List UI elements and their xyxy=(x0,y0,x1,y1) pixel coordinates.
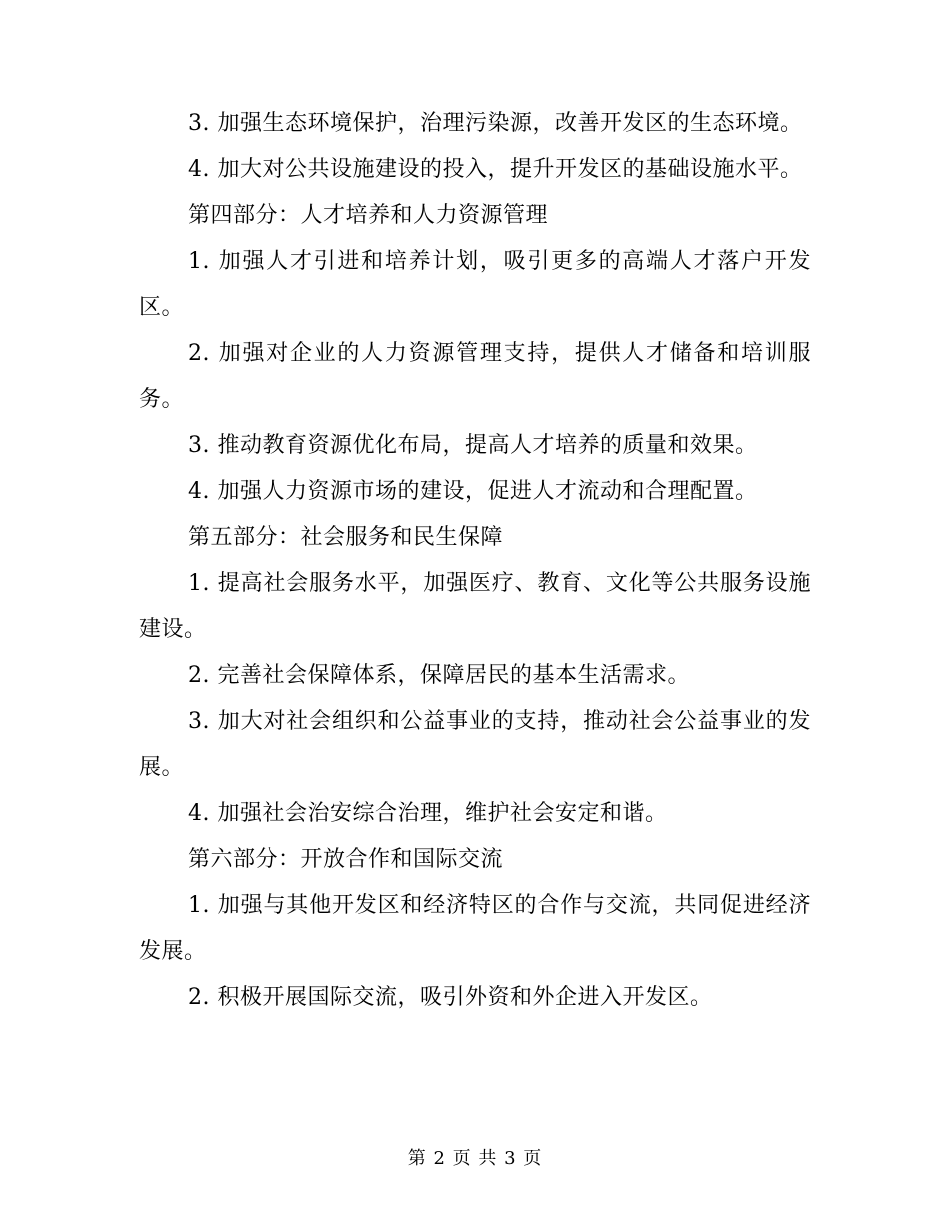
section-heading: 第四部分：人才培养和人力资源管理 xyxy=(188,203,549,228)
paragraph: 1. 加强人才引进和培养计划，吸引更多的高端人才落户开发区。 xyxy=(139,249,811,320)
paragraph: 4. 加强社会治安综合治理，维护社会安定和谐。 xyxy=(188,801,668,826)
paragraph: 4. 加大对公共设施建设的投入，提升开发区的基础设施水平。 xyxy=(188,157,803,182)
page-footer xyxy=(0,1147,950,1171)
paragraph: 3. 加大对社会组织和公益事业的支持，推动社会公益事业的发展。 xyxy=(139,709,811,780)
section-heading: 第六部分：开放合作和国际交流 xyxy=(188,847,504,872)
paragraph: 4. 加强人力资源市场的建设，促进人才流动和合理配置。 xyxy=(188,479,758,504)
paragraph: 2. 加强对企业的人力资源管理支持，提供人才储备和培训服务。 xyxy=(139,341,811,412)
paragraph: 3. 推动教育资源优化布局，提高人才培养的质量和效果。 xyxy=(188,433,758,458)
section-heading: 第五部分：社会服务和民生保障 xyxy=(188,525,504,550)
paragraph: 3. 加强生态环境保护，治理污染源，改善开发区的生态环境。 xyxy=(188,111,803,136)
paragraph: 1. 提高社会服务水平，加强医疗、教育、文化等公共服务设施建设。 xyxy=(139,571,811,642)
paragraph: 2. 完善社会保障体系，保障居民的基本生活需求。 xyxy=(188,663,690,688)
paragraph: 1. 加强与其他开发区和经济特区的合作与交流，共同促进经济发展。 xyxy=(139,893,811,964)
paragraph: 2. 积极开展国际交流，吸引外资和外企进入开发区。 xyxy=(188,985,713,1010)
page-number-label: 第 2 页 共 3 页 xyxy=(407,1148,543,1169)
document-body xyxy=(139,101,811,1021)
